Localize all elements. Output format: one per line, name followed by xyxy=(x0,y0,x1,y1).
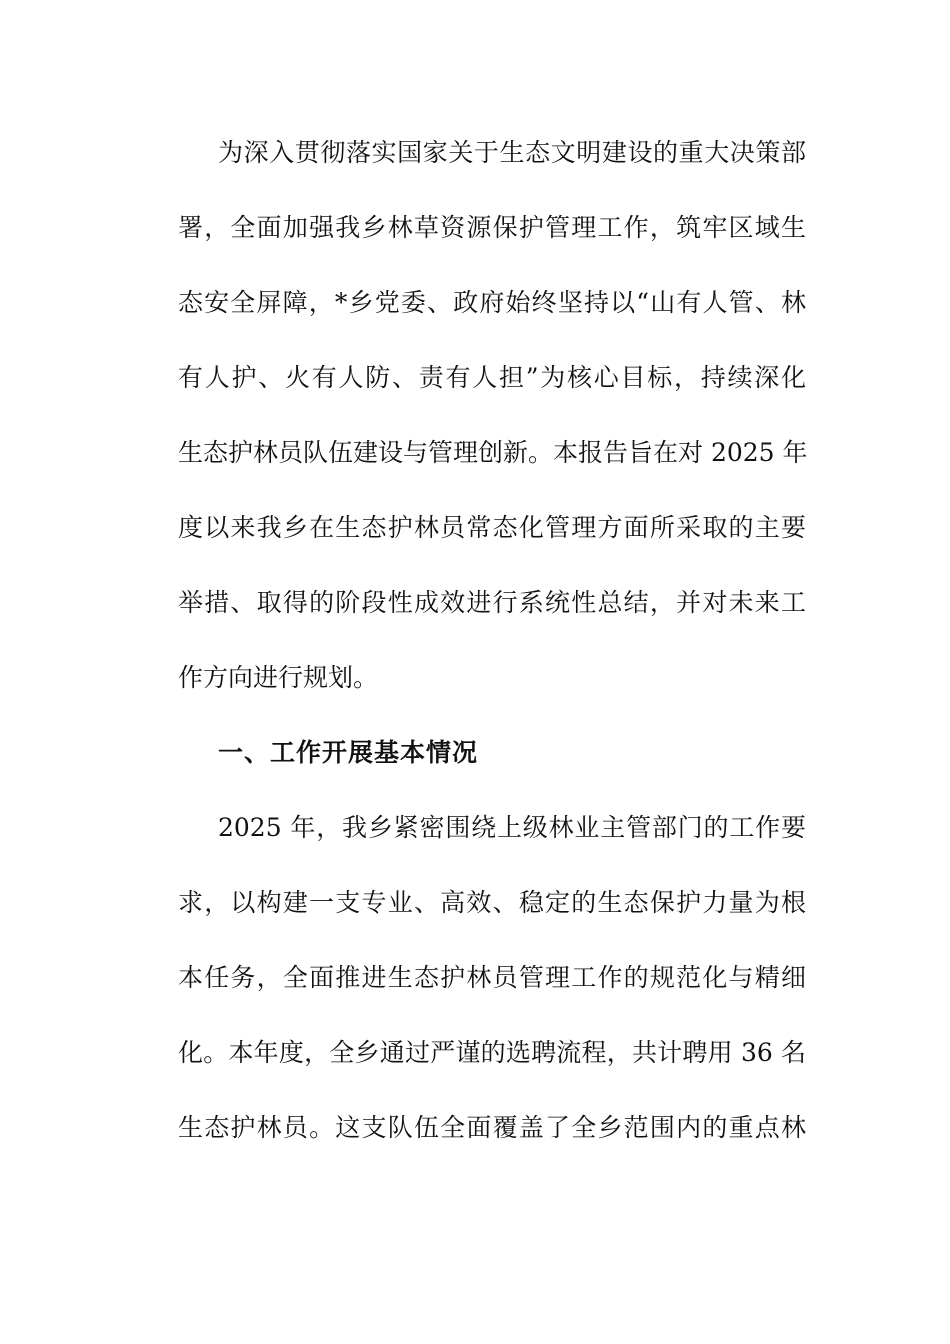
paragraph-1-line-4: 有人护、火有人防、责有人担”为核心目标，持续深化 xyxy=(178,363,806,392)
paragraph-1-line-8: 作方向进行规划。 xyxy=(178,663,379,692)
paragraph-2-line-1: 2025 年，我乡紧密围绕上级林业主管部门的工作要 xyxy=(218,813,806,842)
paragraph-1-line-1: 为深入贯彻落实国家关于生态文明建设的重大决策部 xyxy=(218,138,806,167)
paragraph-2-line-5: 生态护林员。这支队伍全面覆盖了全乡范围内的重点林 xyxy=(178,1113,806,1142)
paragraph-1-line-2: 署，全面加强我乡林草资源保护管理工作，筑牢区域生 xyxy=(178,213,806,242)
section-1-heading: 一、工作开展基本情况 xyxy=(218,738,479,767)
paragraph-1-line-6: 度以来我乡在生态护林员常态化管理方面所采取的主要 xyxy=(178,513,806,542)
paragraph-2-line-2: 求，以构建一支专业、高效、稳定的生态保护力量为根 xyxy=(178,888,806,917)
paragraph-2-line-4: 化。本年度，全乡通过严谨的选聘流程，共计聘用 36 名 xyxy=(178,1038,806,1067)
paragraph-1-line-3: 态安全屏障，*乡党委、政府始终坚持以“山有人管、林 xyxy=(178,288,806,317)
paragraph-1-line-7: 举措、取得的阶段性成效进行系统性总结，并对未来工 xyxy=(178,588,806,617)
paragraph-2-line-3: 本任务，全面推进生态护林员管理工作的规范化与精细 xyxy=(178,963,806,992)
paragraph-1-line-5: 生态护林员队伍建设与管理创新。本报告旨在对 2025 年 xyxy=(178,438,808,467)
